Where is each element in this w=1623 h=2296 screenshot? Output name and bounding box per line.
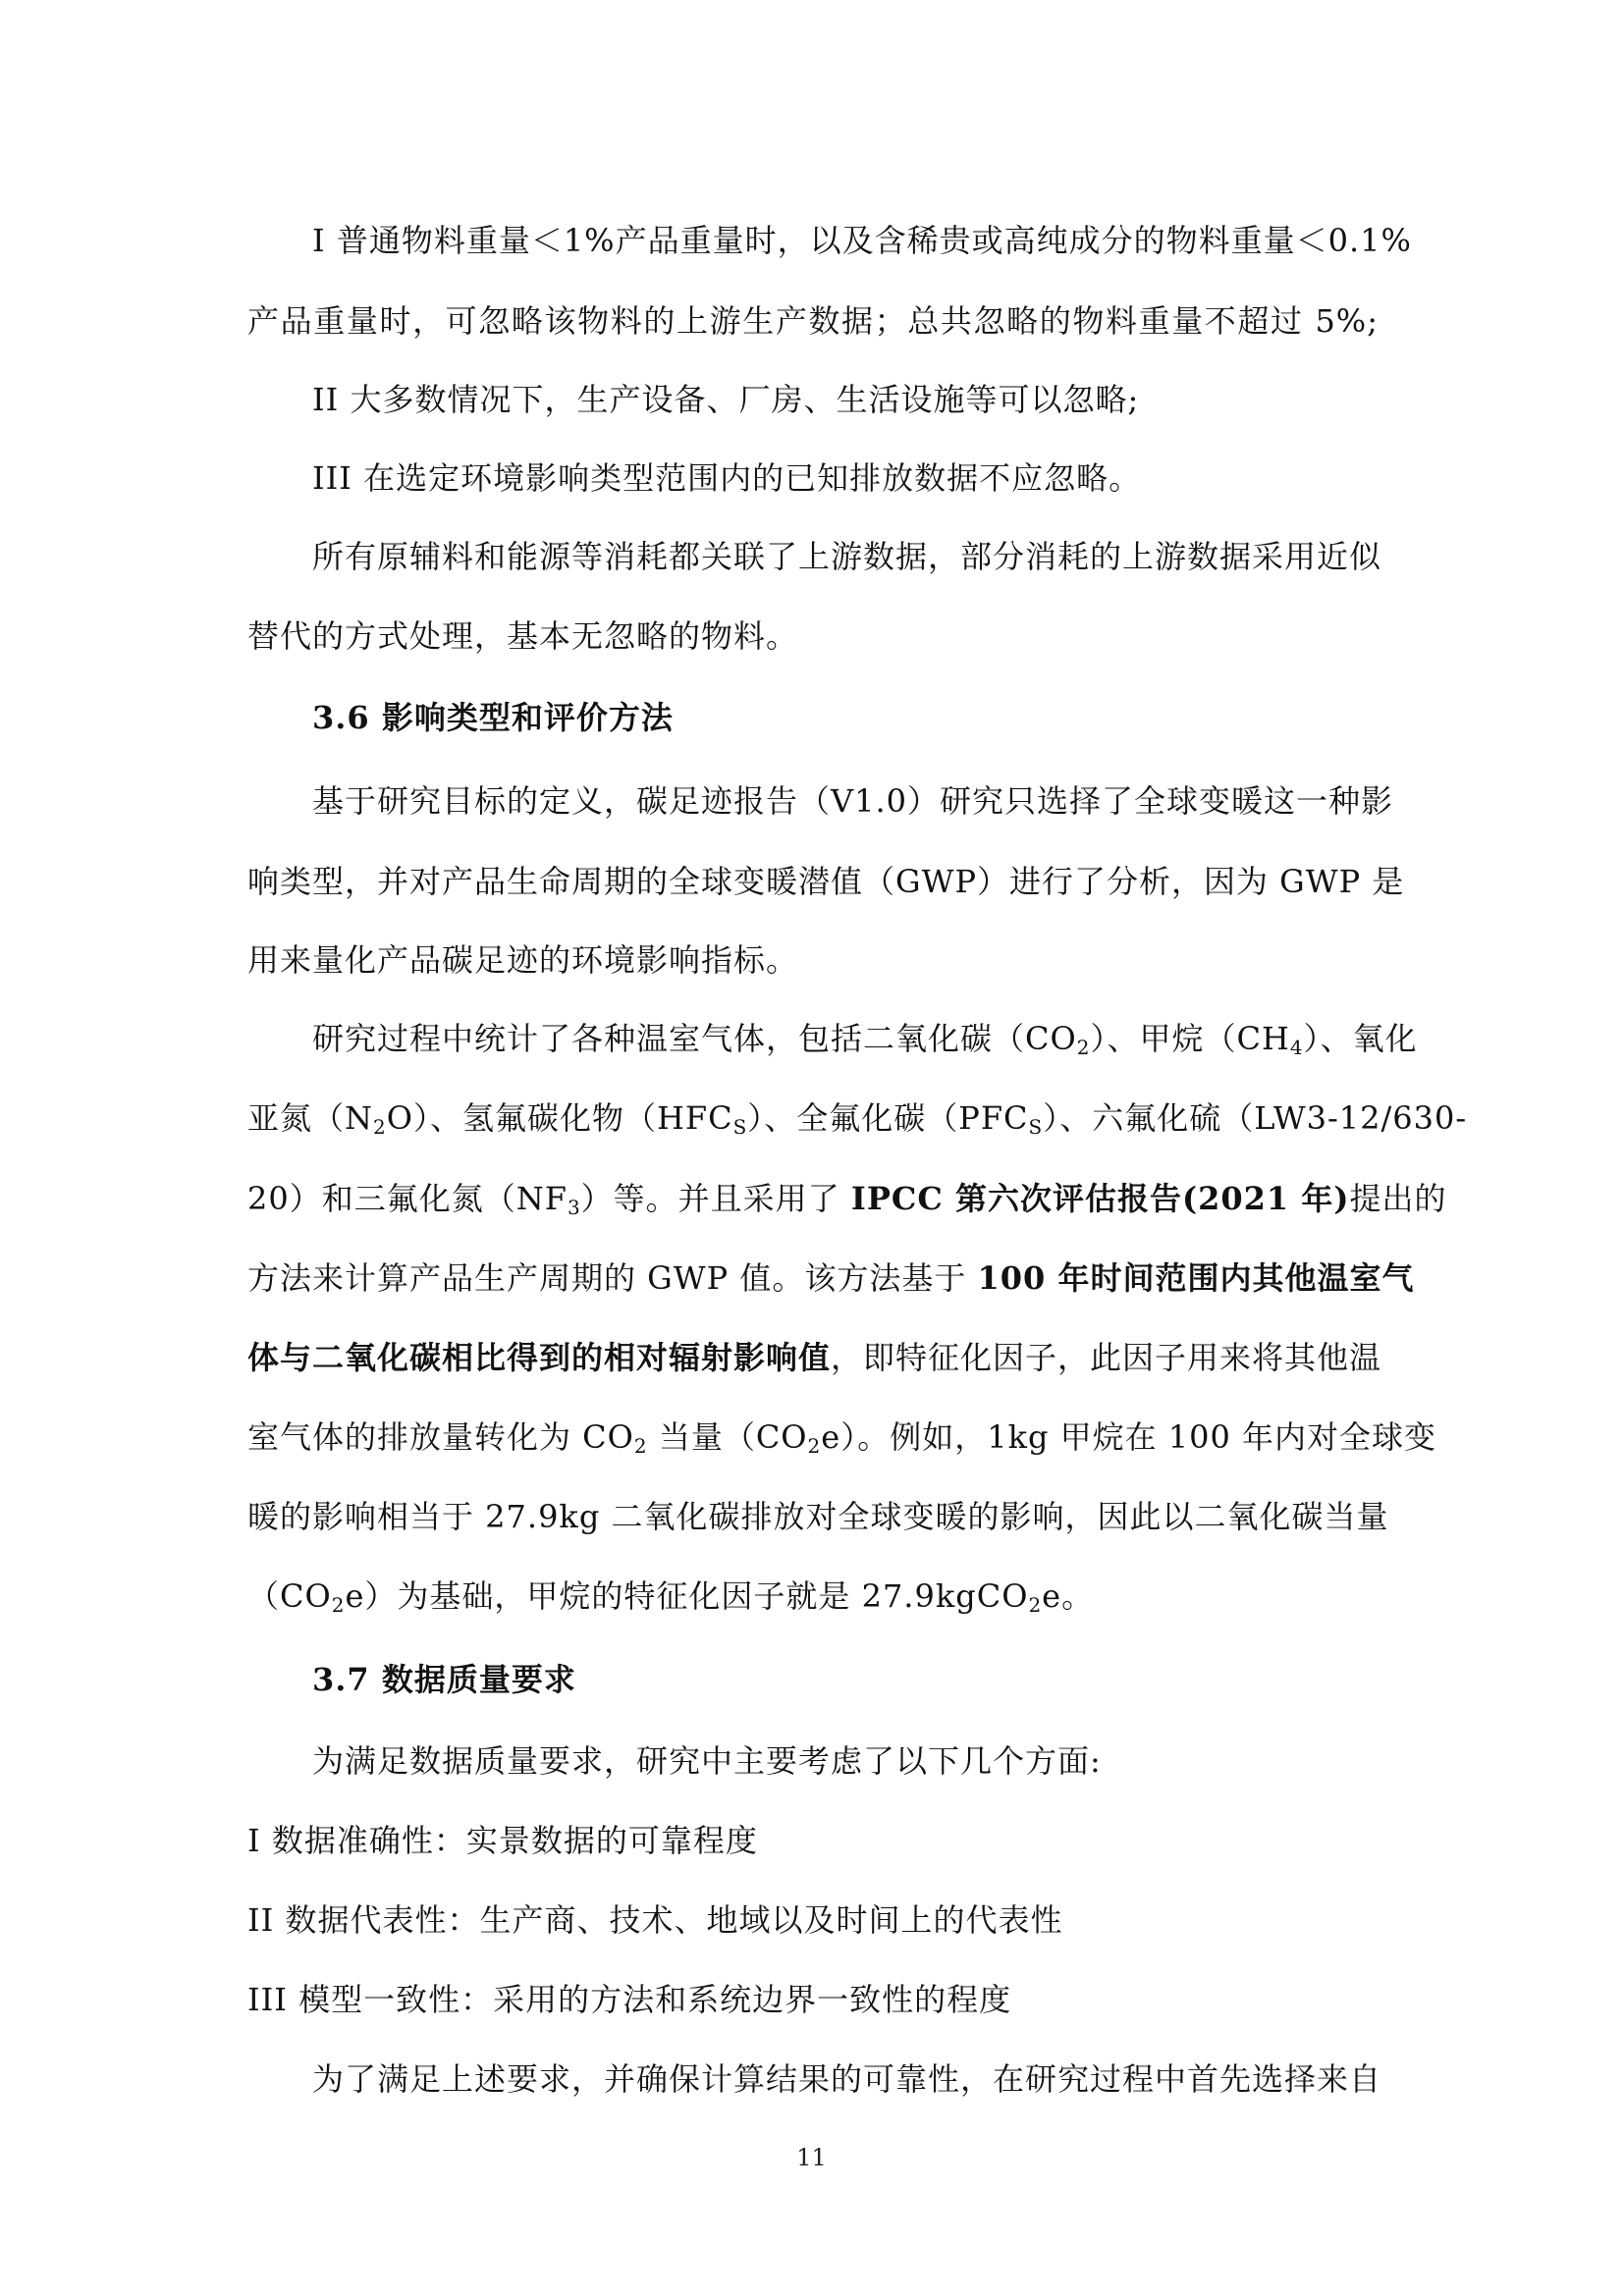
paragraph-line: 用来量化产品碳足迹的环境影响指标。 — [247, 941, 799, 979]
paragraph-line: III 模型一致性：采用的方法和系统边界一致性的程度 — [247, 1981, 1012, 2018]
paragraph-line: 为了满足上述要求，并确保计算结果的可靠性，在研究过程中首先选择来自 — [312, 2060, 1382, 2098]
paragraph-line: 20）和三氟化氮$(NF_3)$等。并且采用了 IPCC 第六次评估报告(2021 年)提出的 — [247, 1180, 1447, 1219]
paragraph-line: II 数据代表性：生产商、技术、地域以及时间上的代表性 — [247, 1901, 1063, 1939]
section-heading-3-6: 3.6 影响类型和评价方法 — [312, 699, 674, 736]
paragraph-line: 替代的方式处理，基本无忽略的物料。 — [247, 617, 799, 655]
paragraph-line: $(CO_2e)$为基础，甲烷的特征化因子就是 27.9kgCO$_2$e。 — [247, 1577, 1095, 1617]
paragraph-line: 室气体的排放量转化为 $CO_2$ 当量$(CO_2e)$。例如，1kg 甲烷在 100 年内对全球变 — [247, 1418, 1437, 1458]
paragraph-line: 方法来计算产品生产周期的 GWP 值。该方法基于 100 年时间范围内其他温室气 — [247, 1259, 1415, 1297]
paragraph-line: 体与二氧化碳相比得到的相对辐射影响值，即特征化因子，此因子用来将其他温 — [247, 1339, 1382, 1376]
paragraph-line: 暖的影响相当于 27.9kg 二氧化碳排放对全球变暖的影响，因此以二氧化碳当量 — [247, 1498, 1389, 1535]
paragraph-line: III 在选定环境影响类型范围内的已知排放数据不应忽略。 — [312, 459, 1142, 497]
paragraph-line: I 数据准确性：实景数据的可靠程度 — [247, 1822, 758, 1859]
paragraph-line: 响类型，并对产品生命周期的全球变暖潜值（GWP）进行了分析，因为 GWP 是 — [247, 863, 1405, 900]
paragraph-line: 产品重量时，可忽略该物料的上游生产数据；总共忽略的物料重量不超过 5%; — [247, 302, 1379, 340]
page-number: 11 — [796, 2144, 827, 2171]
paragraph-line: 基于研究目标的定义，碳足迹报告（V1.0）研究只选择了全球变暖这一种影 — [312, 782, 1394, 820]
paragraph-line: I 普通物料重量＜1%产品重量时，以及含稀贵或高纯成分的物料重量＜0.1% — [312, 222, 1412, 259]
section-heading-3-7: 3.7 数据质量要求 — [312, 1661, 576, 1698]
paragraph-line: 为满足数据质量要求，研究中主要考虑了以下几个方面: — [312, 1742, 1102, 1780]
paragraph-line: II 大多数情况下，生产设备、厂房、生活设施等可以忽略; — [312, 381, 1140, 418]
paragraph-line: 研究过程中统计了各种温室气体，包括二氧化碳$(CO_2)$、甲烷$(CH_4)$、氧化 — [312, 1020, 1418, 1059]
paragraph-line: 亚氮$(N_2O)$、氢氟碳化物$(HFC_S)$、全氟化碳$(PFC_S)$、六氟化硫（LW3-12/630- — [247, 1099, 1468, 1139]
paragraph-line: 所有原辅料和能源等消耗都关联了上游数据，部分消耗的上游数据采用近似 — [312, 538, 1382, 575]
